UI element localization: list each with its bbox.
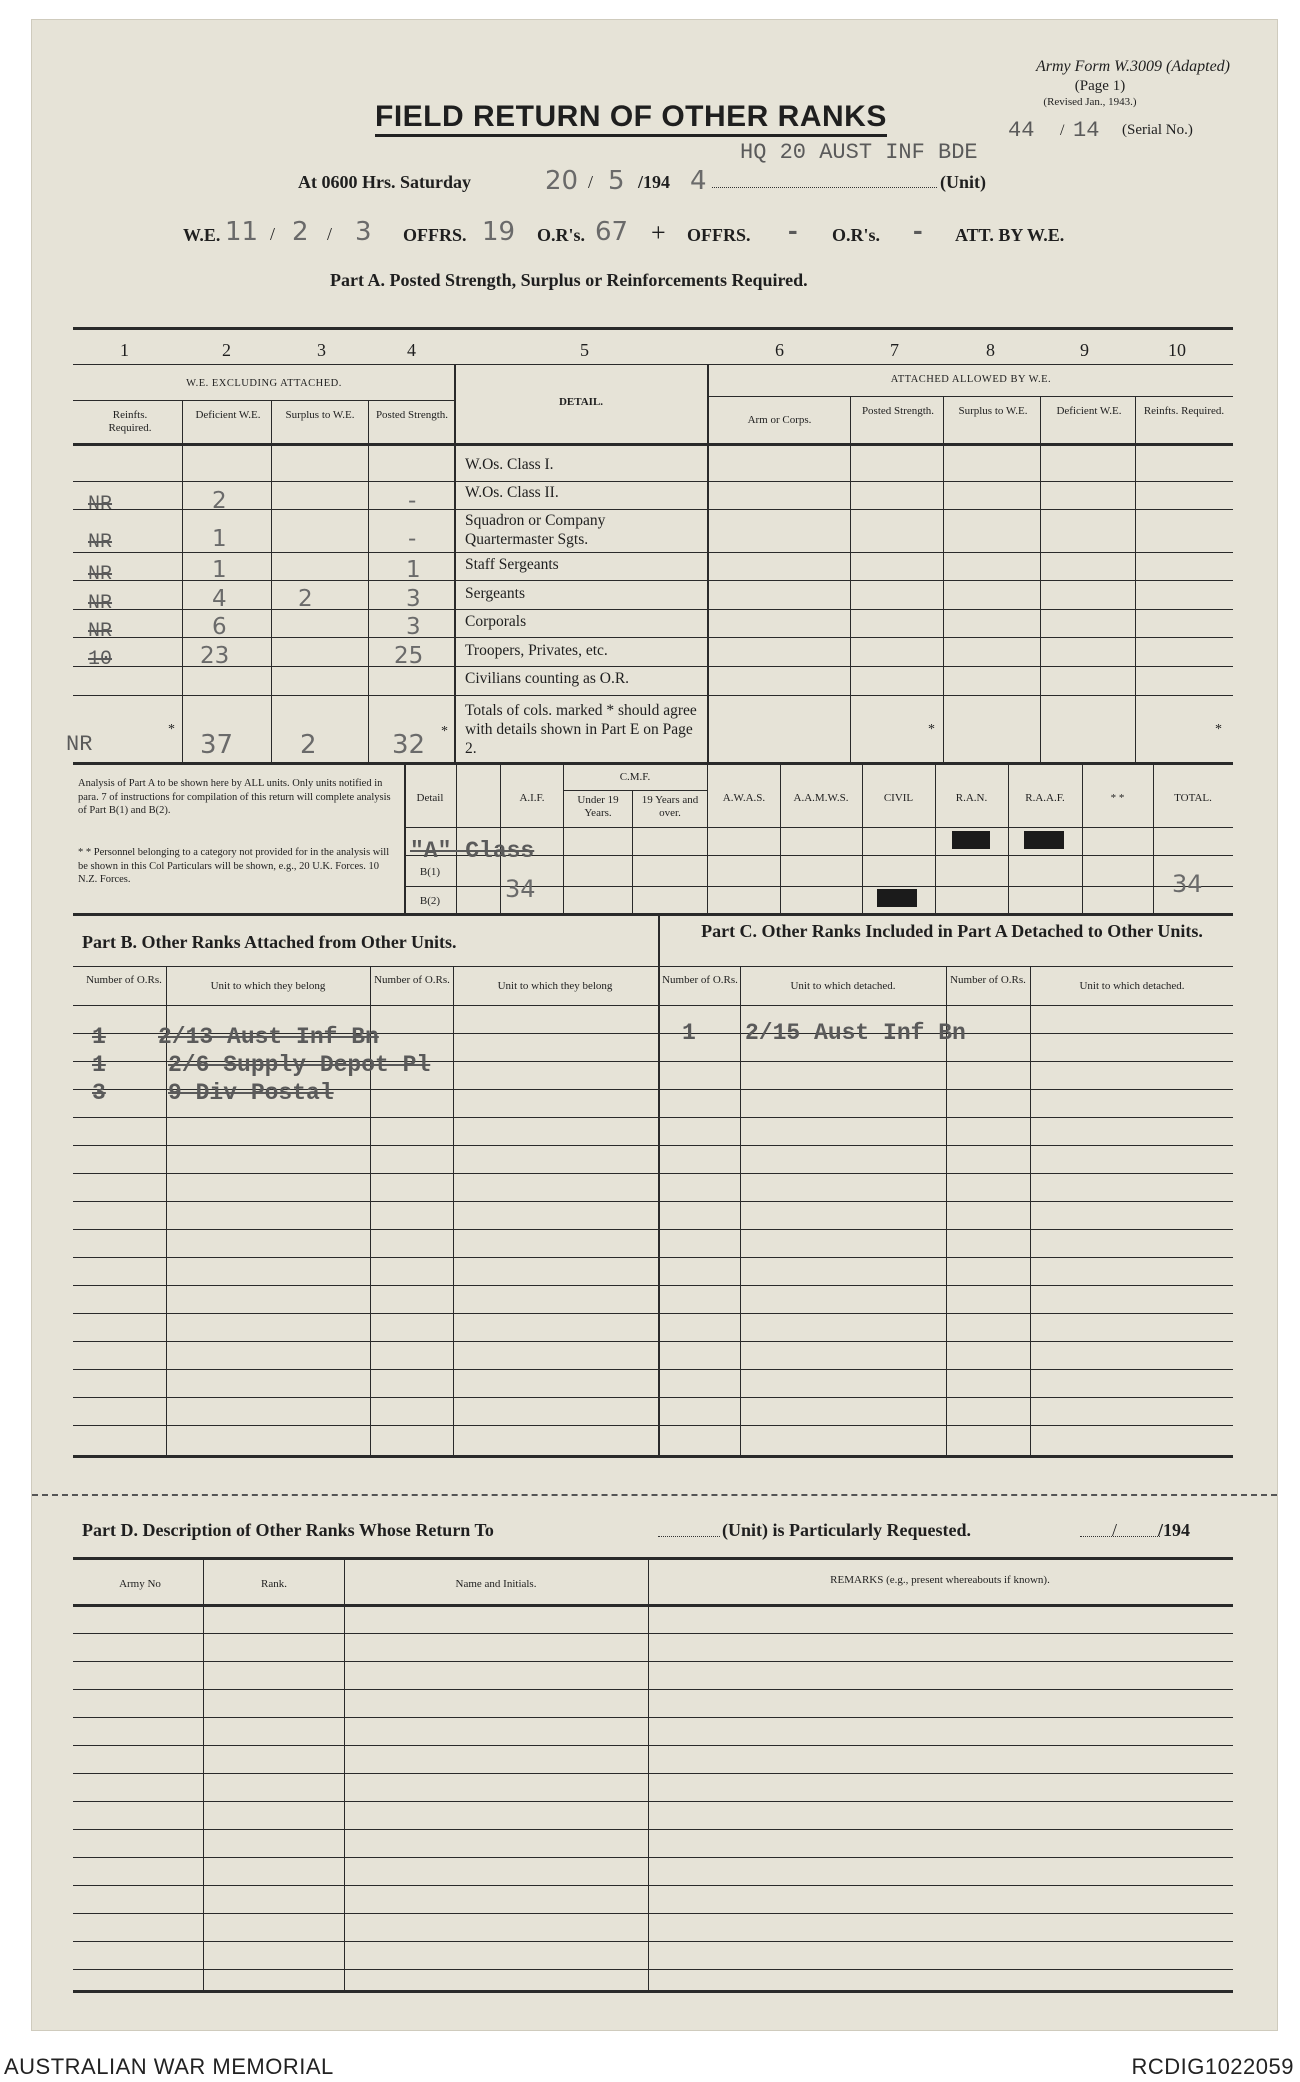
detail-header: DETAIL.: [558, 396, 604, 408]
analysis-raaf: R.A.A.F.: [1025, 792, 1065, 804]
col-num-10: 10: [1168, 340, 1186, 360]
at-hours-label: At 0600 Hrs. Saturday: [298, 172, 472, 192]
star-col7: *: [928, 722, 935, 737]
analysis-cmf: C.M.F.: [619, 771, 651, 783]
deficient-staff-sgt: 1: [212, 557, 227, 583]
ruled-line: [73, 1229, 1233, 1230]
hdr-reinfts-required: Reinfts. Required.: [108, 409, 152, 434]
part-b-hdr-number-1: Number of O.Rs.: [86, 974, 162, 986]
deficient-sgt: 4: [212, 586, 227, 612]
part-b-hdr-unit-2: Unit to which they belong: [497, 980, 613, 992]
ruled-line: [73, 1941, 1233, 1942]
part-b-row-2-number: 1: [92, 1052, 106, 1078]
reinfts-cqms: NR: [88, 531, 113, 554]
part-b-row-3-unit: 9 Div Postal: [168, 1080, 334, 1106]
deficient-troopers: 23: [200, 643, 230, 669]
year-prefix: /194: [638, 172, 671, 192]
analysis-awas: A.W.A.S.: [722, 792, 766, 804]
detail-wo-class-2: W.Os. Class II.: [465, 484, 559, 501]
detail-wo-class-1: W.Os. Class I.: [465, 456, 554, 473]
date-slash: /: [588, 172, 594, 192]
part-b-hdr-unit-1: Unit to which they belong: [210, 980, 326, 992]
col-num-7: 7: [890, 340, 899, 360]
serial-suffix: 14: [1073, 118, 1100, 143]
part-c-hdr-number-1: Number of O.Rs.: [662, 974, 738, 986]
revised-label: (Revised Jan., 1943.): [1043, 96, 1137, 108]
footer-right: RCDIG1022059: [1131, 2054, 1294, 2079]
army-form-label: Army Form W.3009 (Adapted): [1035, 58, 1230, 75]
part-d-date-slash: /: [1112, 1520, 1118, 1540]
hdr-deficient-we-2: Deficient W.E.: [1056, 405, 1122, 417]
ruled-line: [73, 1857, 1233, 1858]
serial-slash: /: [1060, 122, 1065, 139]
col-num-9: 9: [1080, 340, 1089, 360]
col-num-5: 5: [580, 340, 589, 360]
deficient-wo2: 2: [212, 488, 227, 514]
analysis-stars: * *: [1110, 792, 1125, 804]
analysis-aamws: A.A.M.W.S.: [793, 792, 849, 804]
offrs-value: 19: [482, 217, 516, 247]
part-c-hdr-number-2: Number of O.Rs.: [950, 974, 1026, 986]
we-3: 3: [355, 217, 372, 247]
part-b-hdr-number-2: Number of O.Rs.: [374, 974, 450, 986]
hdr-posted-strength: Posted Strength.: [375, 409, 449, 421]
date-month: 5: [608, 166, 625, 196]
redaction-ran: [952, 831, 990, 849]
analysis-total: TOTAL.: [1174, 792, 1212, 804]
posted-cpl: 3: [406, 614, 421, 640]
redaction-raaf: [1024, 831, 1064, 849]
part-d-title-mid: (Unit) is Particularly Requested.: [722, 1520, 971, 1540]
unit-label: (Unit): [940, 172, 986, 192]
analysis-note-1: Analysis of Part A to be shown here by ALL units. Only units notified in para. 7 of instructions for compilation of this return will complete analysis of Part B(1) and B(2).: [78, 778, 391, 816]
detail-corporals: Corporals: [465, 613, 527, 630]
star-col10: *: [1215, 722, 1222, 737]
part-b-row-1-number: 1: [92, 1024, 106, 1050]
perforation-line: [32, 1494, 1277, 1496]
hdr-deficient-we: Deficient W.E.: [195, 409, 261, 421]
we-slash-1: /: [270, 224, 276, 244]
serial-prefix: 44: [1008, 118, 1035, 143]
surplus-sgt: 2: [298, 586, 313, 612]
we-slash-2: /: [327, 224, 333, 244]
part-c-hdr-unit-1: Unit to which detached.: [790, 980, 896, 992]
ruled-line: [73, 1201, 1233, 1202]
group-attached-allowed: ATTACHED ALLOWED BY W.E.: [890, 374, 1052, 385]
unit-dots: [712, 187, 937, 188]
detail-cqms: Squadron or Company Quartermaster Sgts.: [465, 512, 606, 548]
ruled-line: [73, 1117, 1233, 1118]
offrs-label: OFFRS.: [403, 225, 467, 245]
deficient-cpl: 6: [212, 614, 227, 640]
page-label: (Page 1): [1074, 78, 1126, 94]
ors2-label: O.R's.: [832, 225, 881, 245]
deficient-cqms: 1: [212, 526, 227, 552]
ruled-line: [73, 1969, 1233, 1970]
offrs2-value: -: [785, 217, 801, 247]
ruled-line: [73, 1173, 1233, 1174]
part-d-date-dots: [1080, 1536, 1160, 1537]
we-1: 11: [225, 217, 259, 247]
col-num-6: 6: [775, 340, 784, 360]
posted-total: 32: [392, 730, 426, 760]
part-d-title-end: /194: [1158, 1520, 1191, 1540]
analysis-ran: R.A.N.: [955, 792, 988, 804]
deficient-total: 37: [200, 730, 234, 760]
analysis-note-2: * * Personnel belonging to a category not provided for in the analysis will be shown in this Col Particulars will be shown, e.g., 20 U.K. Forces. 10 N.Z. Forces.: [78, 847, 390, 885]
analysis-detail-label: Detail: [416, 792, 444, 804]
analysis-aif-value: 34: [505, 875, 536, 903]
group-we-excluding: W.E. EXCLUDING ATTACHED.: [186, 378, 342, 389]
ruled-line: [73, 1145, 1233, 1146]
part-b-row-2-unit: 2/6 Supply Depot Pl: [168, 1052, 431, 1078]
part-d-title: Part D. Description of Other Ranks Whose Return To: [82, 1520, 494, 1540]
col-num-2: 2: [222, 340, 231, 360]
ruled-line: [73, 1829, 1233, 1830]
part-b-row-3-number: 3: [92, 1080, 106, 1106]
detail-sergeants: Sergeants: [465, 585, 525, 602]
analysis-civil: CIVIL: [883, 792, 914, 804]
detail-staff-sergeants: Staff Sergeants: [465, 556, 559, 573]
part-d-dots: [658, 1536, 720, 1537]
ruled-line: [73, 1257, 1233, 1258]
reinfts-wo2: NR: [88, 493, 113, 516]
unit-value: HQ 20 AUST INF BDE: [740, 140, 978, 165]
part-b-title: Part B. Other Ranks Attached from Other Units.: [82, 932, 457, 952]
posted-sgt: 3: [406, 586, 421, 612]
part-a-title: Part A. Posted Strength, Surplus or Reinforcements Required.: [330, 270, 808, 290]
part-d-hdr-name: Name and Initials.: [455, 1578, 537, 1590]
analysis-under-19: Under 19 Years.: [577, 794, 619, 819]
plus-sign: +: [651, 218, 666, 247]
hdr-arm-corps: Arm or Corps.: [747, 414, 812, 426]
ruled-line: [73, 1801, 1233, 1802]
ruled-line: [73, 1425, 1233, 1426]
reinfts-troopers: 10: [88, 648, 113, 671]
col-num-4: 4: [407, 340, 416, 360]
star-col4: *: [441, 724, 448, 739]
reinfts-total: NR: [66, 732, 93, 757]
posted-cqms: -: [408, 526, 417, 552]
posted-troopers: 25: [394, 643, 424, 669]
analysis-total-value: 34: [1172, 870, 1203, 898]
redaction-civil: [877, 889, 917, 907]
analysis-b2: B(2): [419, 895, 441, 907]
ruled-line: [73, 1285, 1233, 1286]
posted-wo2: -: [408, 488, 417, 514]
year-digit: 4: [690, 166, 707, 196]
ors2-value: -: [910, 217, 926, 247]
part-c-row-1-number: 1: [682, 1020, 696, 1046]
part-c-row-1-unit: 2/15 Aust Inf Bn: [745, 1020, 966, 1046]
form-title: FIELD RETURN OF OTHER RANKS: [375, 100, 887, 137]
hdr-reinfts-required-2: Reinfts. Required.: [1143, 405, 1225, 417]
analysis-over-19: 19 Years and over.: [641, 794, 699, 819]
part-c-title: Part C. Other Ranks Included in Part A Detached to Other Units.: [701, 921, 1203, 941]
col-num-8: 8: [986, 340, 995, 360]
ruled-line: [73, 1661, 1233, 1662]
ruled-line: [73, 1633, 1233, 1634]
posted-staff-sgt: 1: [406, 557, 421, 583]
part-b-row-1-unit: 2/13 Aust Inf Bn: [158, 1024, 379, 1050]
reinfts-cpl: NR: [88, 620, 113, 643]
we-label: W.E.: [183, 225, 221, 245]
hdr-surplus-we-2: Surplus to W.E.: [958, 405, 1028, 417]
surplus-total: 2: [300, 730, 317, 760]
att-label: ATT. BY W.E.: [955, 225, 1065, 245]
detail-totals: Totals of cols. marked * should agree with details shown in Part E on Page 2.: [465, 702, 697, 757]
col-num-3: 3: [317, 340, 326, 360]
ors-value: 67: [595, 217, 629, 247]
ruled-line: [73, 1397, 1233, 1398]
footer-left: AUSTRALIAN WAR MEMORIAL: [4, 2054, 334, 2079]
part-d-hdr-army-no: Army No: [119, 1578, 161, 1590]
ruled-line: [73, 1717, 1233, 1718]
ruled-line: [73, 1689, 1233, 1690]
ruled-line: [73, 1341, 1233, 1342]
detail-civilians: Civilians counting as O.R.: [465, 670, 630, 687]
reinfts-staff-sgt: NR: [88, 563, 113, 586]
analysis-class-text: "A" Class: [410, 838, 535, 864]
serial-label: (Serial No.): [1122, 122, 1193, 138]
analysis-aif: A.I.F.: [519, 792, 545, 804]
part-d-hdr-rank: Rank.: [261, 1578, 287, 1590]
hdr-posted-strength-2: Posted Strength.: [861, 405, 935, 417]
col-num-1: 1: [120, 340, 129, 360]
part-d-hdr-remarks: REMARKS (e.g., present whereabouts if known).: [830, 1574, 1050, 1586]
we-2: 2: [292, 217, 309, 247]
reinfts-sgt: NR: [88, 592, 113, 615]
hdr-surplus-we: Surplus to W.E.: [285, 409, 355, 421]
offrs2-label: OFFRS.: [687, 225, 751, 245]
analysis-b1: B(1): [419, 866, 441, 878]
detail-troopers: Troopers, Privates, etc.: [465, 642, 608, 659]
ruled-line: [73, 1773, 1233, 1774]
ruled-line: [73, 1313, 1233, 1314]
ruled-line: [73, 1885, 1233, 1886]
date-day: 20: [545, 166, 579, 196]
ruled-line: [73, 1369, 1233, 1370]
star-col1: *: [168, 722, 175, 737]
ruled-line: [73, 1913, 1233, 1914]
ors-label: O.R's.: [537, 225, 586, 245]
ruled-line: [73, 1745, 1233, 1746]
part-c-hdr-unit-2: Unit to which detached.: [1079, 980, 1185, 992]
